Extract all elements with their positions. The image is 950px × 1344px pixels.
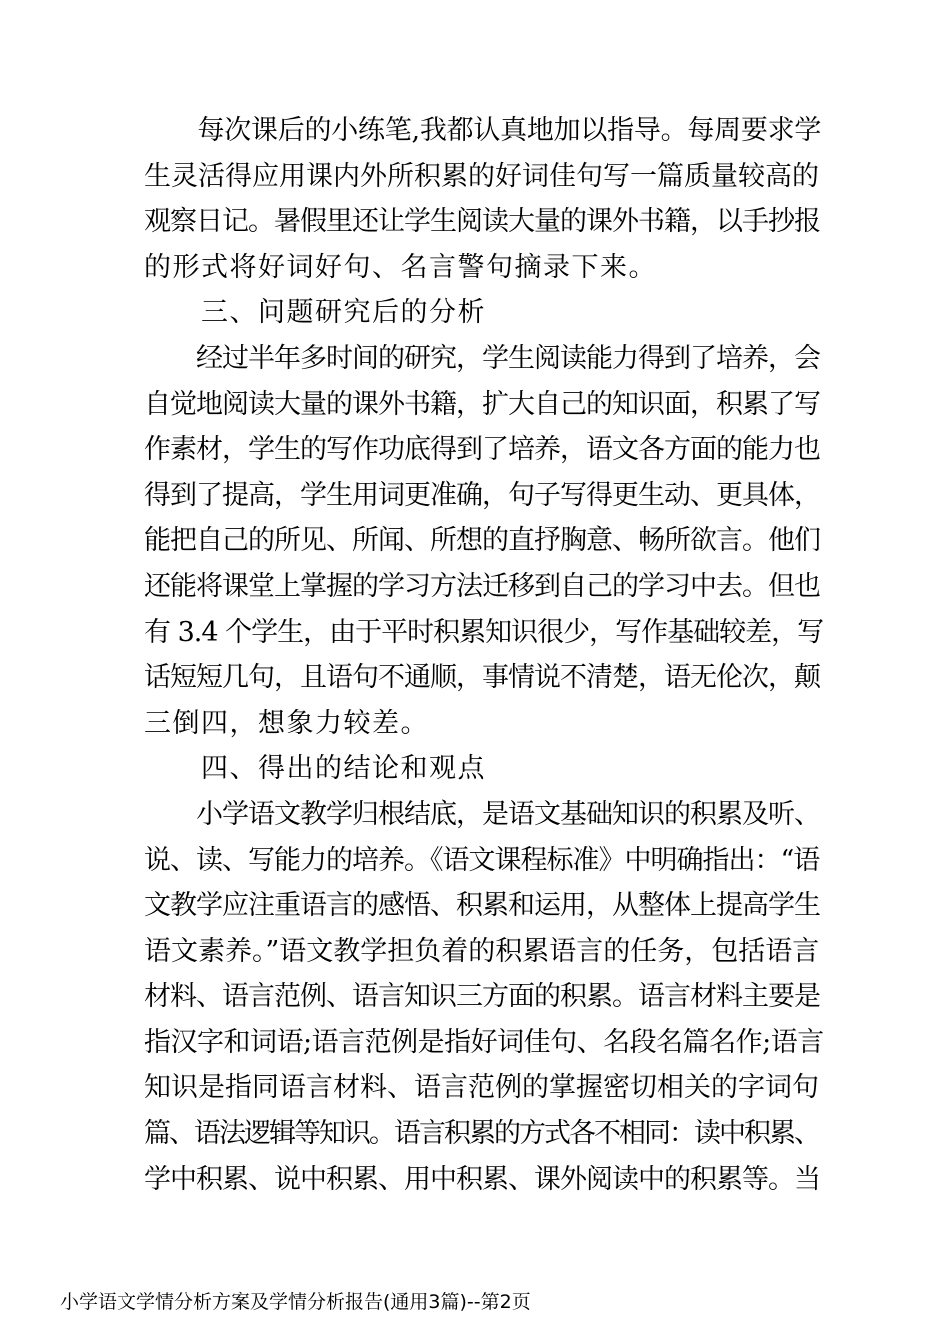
text-line: 指汉字和词语;语言范例是指好词佳句、名段名篇名作;语言 bbox=[144, 1026, 824, 1058]
text-line: 每次课后的小练笔,我都认真地加以指导。每周要求学 bbox=[144, 115, 822, 146]
text-line: 的形式将好词好句、名言警句摘录下来。 bbox=[144, 251, 657, 283]
text-line: 能把自己的所见、所闻、所想的直抒胸意、畅所欲言。他们 bbox=[144, 525, 820, 557]
text-line: 文教学应注重语言的感悟、积累和运用，从整体上提高学生 bbox=[144, 890, 820, 922]
body-text bbox=[144, 108, 824, 1202]
page-footer: 小学语文学情分析方案及学情分析报告(通用3篇)--第2页 bbox=[60, 1291, 531, 1313]
text-line: 说、读、写能力的培养。《语文课程标准》中明确指出：“语 bbox=[144, 844, 820, 876]
text-line: 知识是指同语言材料、语言范例的掌握密切相关的字词句 bbox=[144, 1072, 819, 1104]
text-line: 小学语文教学归根结底，是语文基础知识的积累及听、 bbox=[144, 798, 820, 830]
text-line: 材料、语言范例、语言知识三方面的积累。语言材料主要是 bbox=[144, 981, 820, 1013]
text-line: 三倒四，想象力较差。 bbox=[144, 707, 429, 739]
text-line: 话短短几句，且语句不通顺，事情说不清楚，语无伦次，颠 bbox=[144, 662, 820, 694]
text-line: 经过半年多时间的研究，学生阅读能力得到了培养，会 bbox=[144, 342, 820, 374]
text-line: 自觉地阅读大量的课外书籍，扩大自己的知识面，积累了写 bbox=[144, 388, 820, 420]
text-line: 学中积累、说中积累、用中积累、课外阅读中的积累等。当 bbox=[144, 1163, 820, 1195]
text-line: 语文素养。”语文教学担负着的积累语言的任务，包括语言 bbox=[144, 935, 820, 967]
text-line: 得到了提高，学生用词更准确，句子写得更生动、更具体， bbox=[144, 479, 820, 511]
text-line: 作素材，学生的写作功底得到了培养，语文各方面的能力也 bbox=[144, 434, 820, 466]
text-line: 有 3.4 个学生，由于平时积累知识很少，写作基础较差，写 bbox=[144, 616, 824, 648]
section-heading: 四、得出的结论和观点 bbox=[144, 753, 486, 785]
text-line: 还能将课堂上掌握的学习方法迁移到自己的学习中去。但也 bbox=[144, 570, 820, 602]
text-line: 观察日记。暑假里还让学生阅读大量的课外书籍，以手抄报 bbox=[144, 206, 820, 238]
text-line: 篇、语法逻辑等知识。语言积累的方式各不相同：读中积累、 bbox=[144, 1118, 819, 1150]
text-line: 生灵活得应用课内外所积累的好词佳句写一篇质量较高的 bbox=[144, 160, 819, 192]
section-heading: 三、问题研究后的分析 bbox=[144, 297, 486, 329]
